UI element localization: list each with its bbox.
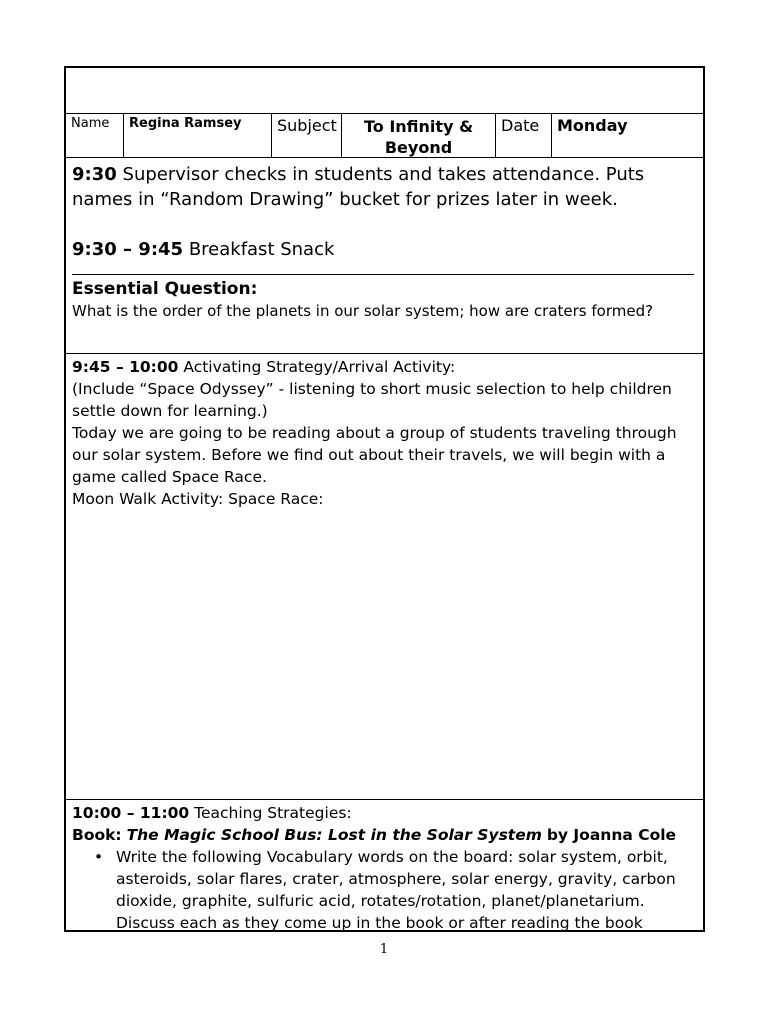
arrival-music-text: (Include “Space Odyssey” - listening to short music selection to help children settle down for learning.)	[72, 380, 672, 420]
date-label: Date	[496, 114, 552, 157]
date-value: Monday	[557, 116, 628, 135]
book-title: The Magic School Bus: Lost in the Solar System	[126, 826, 542, 844]
schedule-section-arrival	[66, 354, 703, 800]
arrival-intro-text: Today we are going to be reading about a group of students traveling through our solar system. Before we find out about their travels, we will begin with a game called Space Race.	[72, 424, 677, 486]
essential-question-heading: Essential Question:	[72, 279, 258, 299]
breakfast-paragraph	[72, 237, 697, 262]
bullet-icon: •	[94, 848, 104, 866]
title-row	[66, 68, 703, 114]
checkin-time: 9:30	[72, 164, 117, 185]
divider-line	[72, 266, 694, 275]
schedule-section-intro	[66, 158, 703, 354]
name-value: Regina Ramsey	[124, 114, 272, 157]
arrival-activity-text: Moon Walk Activity: Space Race:	[72, 490, 324, 508]
list-item	[94, 846, 697, 930]
lesson-plan-table	[64, 66, 705, 932]
arrival-time: 9:45 – 10:00	[72, 358, 179, 376]
vocabulary-list	[72, 846, 697, 930]
header-row	[66, 114, 703, 158]
schedule-section-teaching	[66, 800, 703, 930]
name-label: Name	[66, 114, 124, 157]
checkin-paragraph	[72, 162, 697, 212]
book-line	[72, 824, 697, 846]
breakfast-time: 9:30 – 9:45	[72, 239, 184, 260]
subject-value: To Infinity & Beyond	[342, 114, 496, 157]
checkin-text: Supervisor checks in students and takes attendance. Puts names in “Random Drawing” bucket for prizes later in week.	[72, 164, 645, 210]
teaching-heading-line	[72, 802, 697, 824]
subject-label: Subject	[272, 114, 342, 157]
teaching-time: 10:00 – 11:00	[72, 804, 190, 822]
essential-question-text: What is the order of the planets in our solar system; how are craters formed?	[72, 302, 654, 320]
page-number: 1	[379, 942, 389, 957]
arrival-heading: Activating Strategy/Arrival Activity:	[183, 358, 456, 376]
teaching-heading: Teaching Strategies:	[194, 804, 352, 822]
list-item-text: Write the following Vocabulary words on the board: solar system, orbit, asteroids, solar flares, crater, atmosphere, solar energy, gravity, carbon dioxide, graphite, sulfuric acid, rotates/rotation, planet/planetarium. Discuss each as they come up in the book or after reading the book	[116, 848, 676, 930]
arrival-heading-line	[72, 356, 697, 378]
book-author: by Joanna Cole	[546, 826, 677, 844]
breakfast-text: Breakfast Snack	[188, 239, 335, 260]
book-label: Book:	[72, 826, 122, 844]
